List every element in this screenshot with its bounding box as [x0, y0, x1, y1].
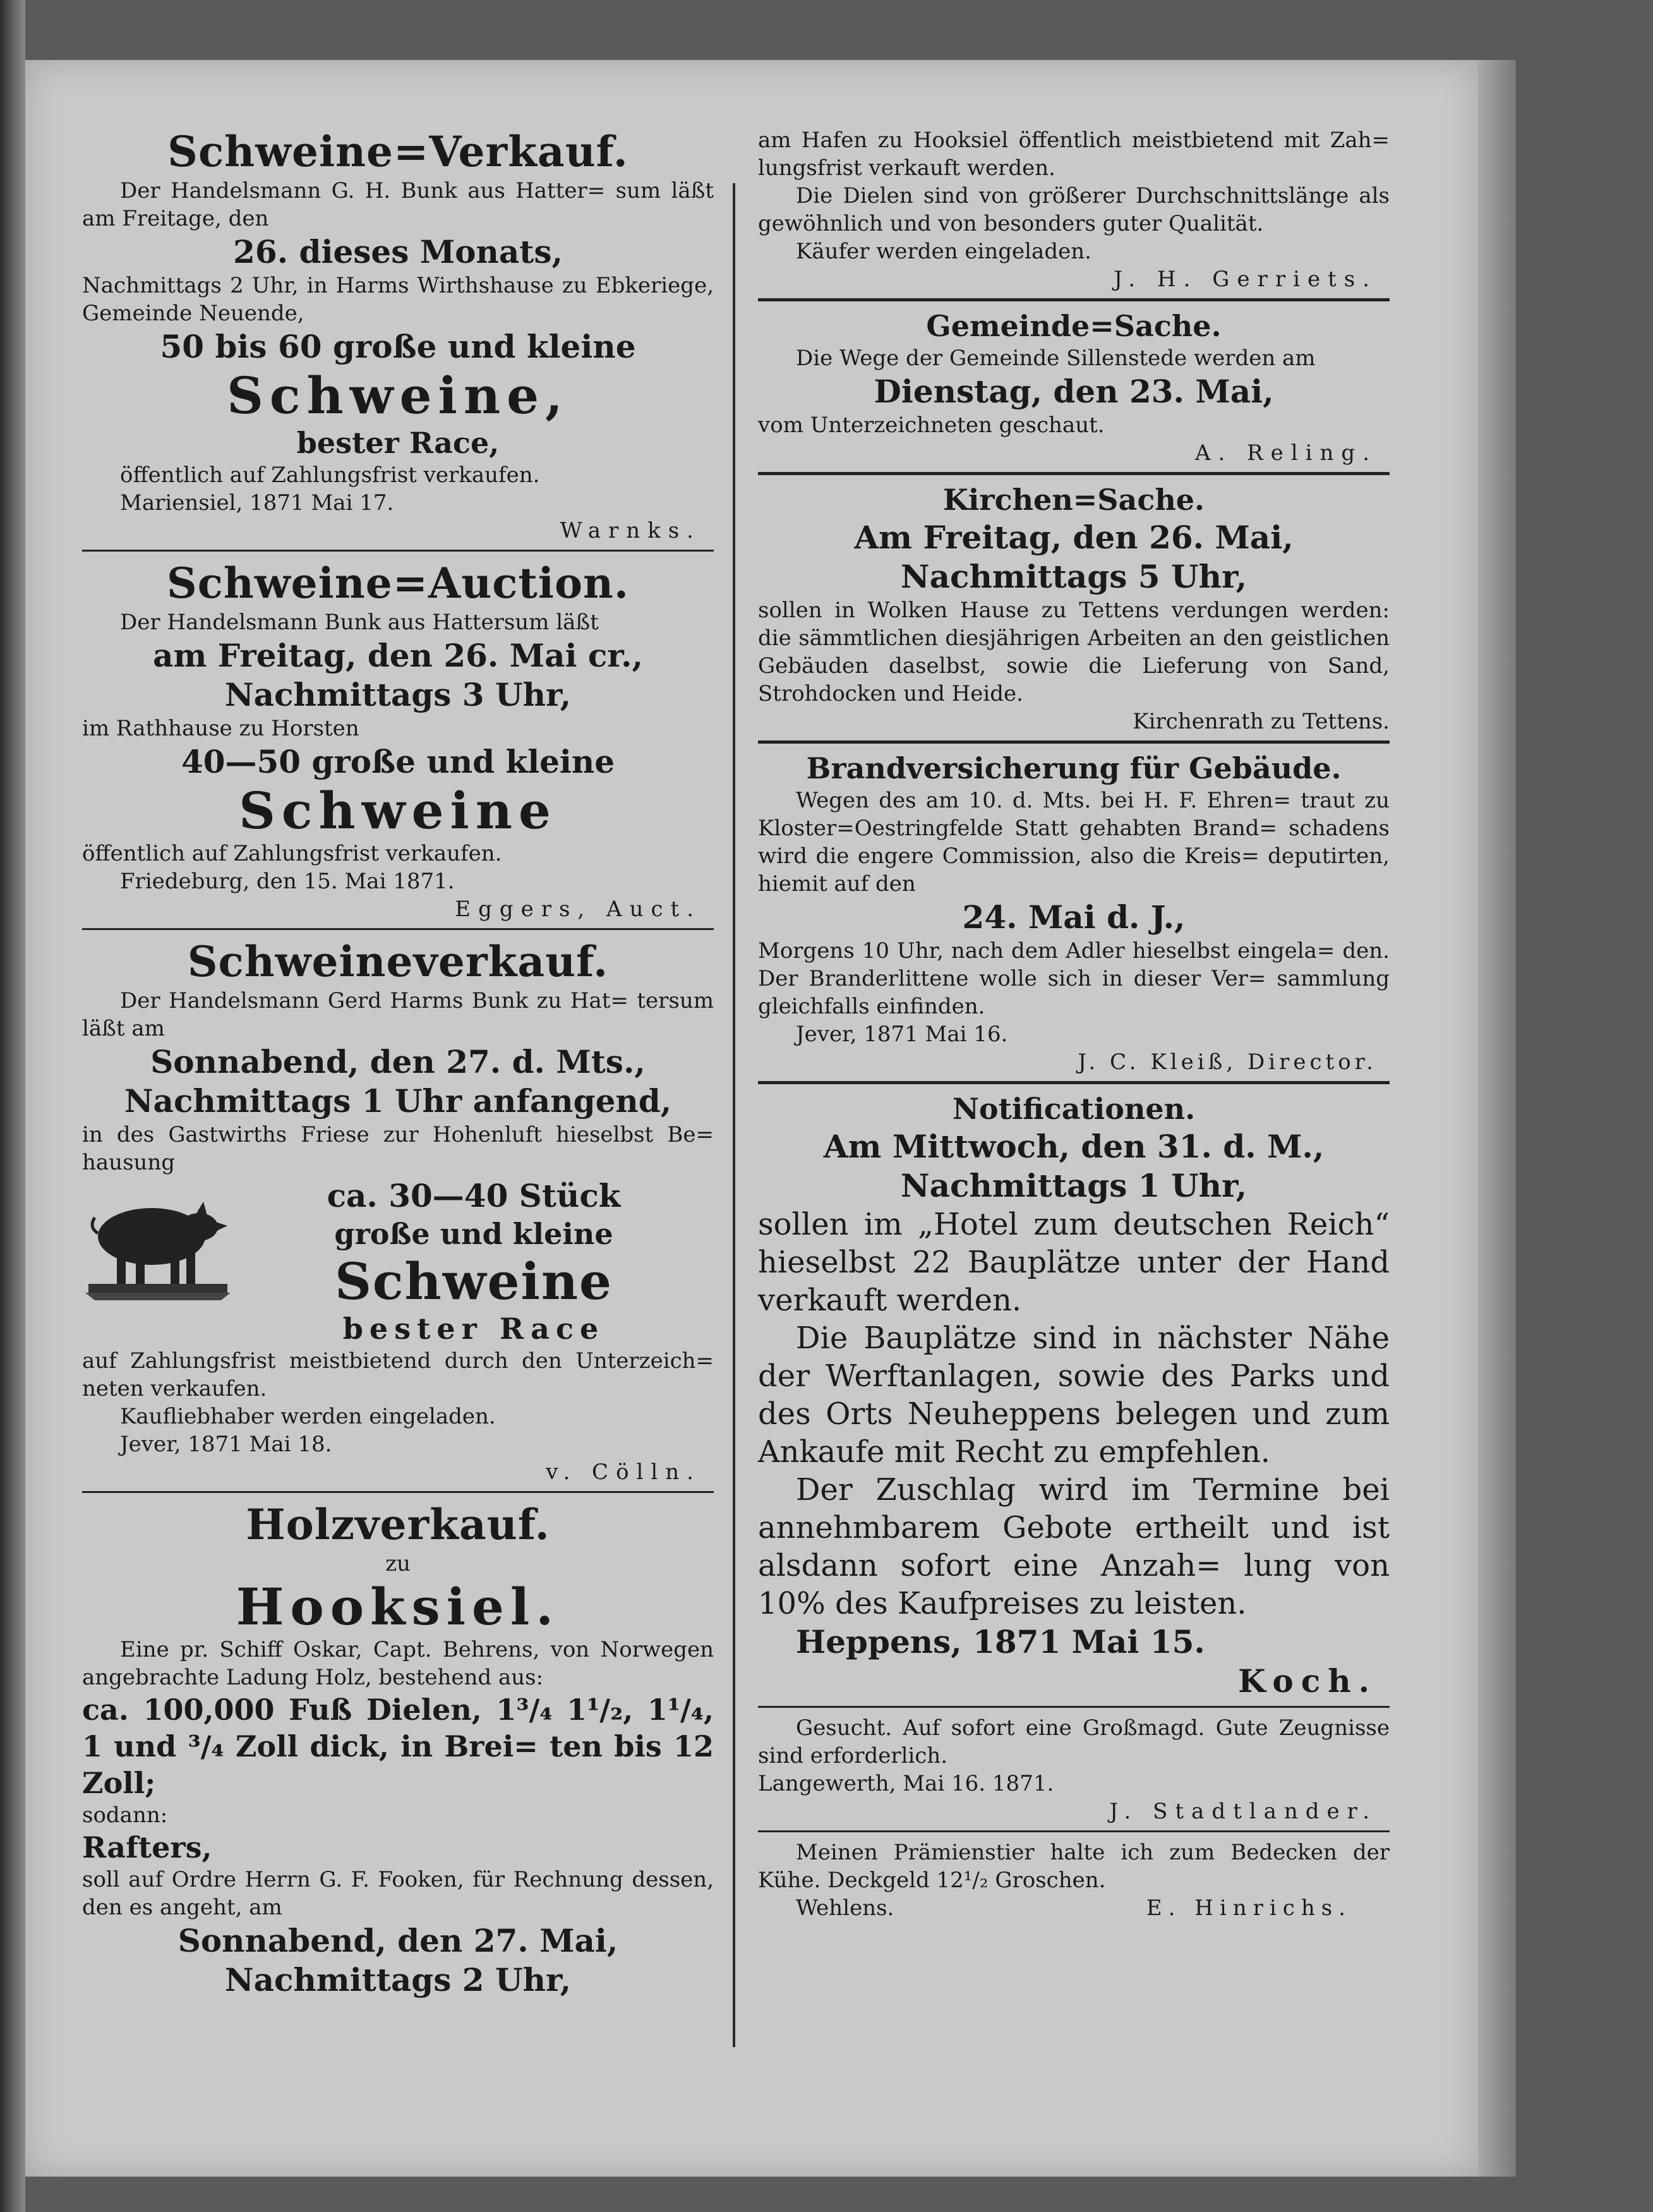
ad-date: Am Freitag, den 26. Mai,: [854, 519, 1294, 556]
ad-text: Wegen des am 10. d. Mts. bei H. F. Ehren= traut zu Kloster=Oestringfelde Statt gehabten Brand= schadens wird die engere Commission, also die Kreis= deputirten, hiemit auf den: [758, 788, 1390, 897]
ad-text: Meinen Prämienstier halte ich zum Bedecken der Kühe. Deckgeld 12¹/₂ Groschen.: [758, 1840, 1390, 1893]
ad-terms: öffentlich auf Zahlungsfrist verkaufen.: [120, 462, 540, 488]
ad-place: Hooksiel.: [236, 1577, 560, 1636]
ad-date: Sonnabend, den 27. d. Mts.,: [150, 1043, 646, 1080]
ad-rafters: Rafters,: [82, 1830, 212, 1864]
ad-date: Am Mittwoch, den 31. d. M.,: [823, 1128, 1325, 1165]
ad-animal: Schweine: [239, 781, 557, 840]
ad-text: Gesucht. Auf sofort eine Großmagd. Gute Zeugnisse sind erforderlich.: [758, 1715, 1390, 1768]
ad-signature: Kirchenrath zu Tettens.: [1133, 709, 1390, 734]
ad-text: Die Dielen sind von größerer Durchschnittslänge als gewöhnlich und von besonders guter Qualität.: [758, 183, 1390, 236]
ad-date: am Freitag, den 26. Mai cr.,: [153, 637, 643, 674]
ad-date: 24. Mai d. J.,: [962, 898, 1186, 936]
ad-title: Holzverkauf.: [246, 1500, 550, 1549]
ad-time: Nachmittags 5 Uhr,: [900, 558, 1247, 595]
ad-intro: Der Handelsmann Gerd Harms Bunk zu Hat= tersum läßt am: [82, 988, 714, 1041]
separator-rule: [758, 740, 1390, 744]
ad-time: Nachmittags 3 Uhr,: [224, 676, 572, 713]
ad-signature: v. Cölln.: [546, 1460, 701, 1485]
separator-rule: [82, 1491, 714, 1493]
ad-intro: Eine pr. Schiff Oskar, Capt. Behrens, von Norwegen angebrachte Ladung Holz, bestehend aus:: [82, 1637, 714, 1690]
ad-notificationen: [758, 1091, 1390, 1701]
ad-date: Sonnabend, den 27. Mai,: [177, 1922, 618, 1959]
ad-text: Käufer werden eingeladen.: [796, 239, 1091, 264]
ad-signature: J. Stadtlander.: [1109, 1799, 1377, 1824]
ad-intro: Die Wege der Gemeinde Sillenstede werden am: [796, 346, 1316, 371]
ad-date: 26. dieses Monats,: [233, 233, 563, 270]
ad-intro: Der Handelsmann Bunk aus Hattersum läßt: [120, 610, 599, 635]
ad-animal: Schweine,: [227, 366, 569, 425]
ad-time: Nachmittags 1 Uhr,: [900, 1167, 1247, 1204]
ad-count-2: große und kleine: [334, 1217, 613, 1251]
ad-gemeinde-sache: [758, 308, 1390, 467]
ad-gesucht: [758, 1714, 1390, 1825]
ad-place-date: Friedeburg, den 15. Mai 1871.: [120, 869, 455, 894]
ad-signature: A. Reling.: [1194, 440, 1377, 466]
ad-animal: Schweine: [335, 1252, 613, 1311]
column-divider: [733, 183, 735, 2047]
pig-text: [234, 1176, 714, 1347]
ad-race: bester Race: [342, 1312, 605, 1346]
left-column: [82, 126, 714, 2000]
ad-schweineverkauf: [82, 936, 714, 1486]
book-binding: [0, 0, 25, 2212]
separator-rule: [758, 1706, 1390, 1708]
ad-signature: Warnks.: [560, 518, 701, 543]
ad-time: Nachmittags 1 Uhr anfangend,: [124, 1082, 672, 1120]
ad-place-date: Jever, 1871 Mai 18.: [120, 1432, 332, 1457]
ad-title: Schweineverkauf.: [187, 937, 609, 986]
ad-terms: öffentlich auf Zahlungsfrist verkaufen.: [82, 841, 502, 866]
ad-praemienstier: [758, 1839, 1390, 1922]
separator-rule: [758, 1081, 1390, 1084]
ad-body: Die Bauplätze sind in nächster Nähe der Werftanlagen, sowie des Parks und des Orts Neuheppens belegen und zum Ankaufe mit Recht zu empfehlen.: [758, 1321, 1390, 1470]
ad-zu: zu: [385, 1551, 411, 1576]
separator-rule: [758, 1830, 1390, 1832]
ad-signature: Koch.: [1238, 1662, 1377, 1700]
page-edge: [1478, 60, 1516, 2177]
ad-signature: E. Hinrichs.: [1146, 1895, 1352, 1921]
ad-holzverkauf-continued: [758, 126, 1390, 293]
ad-count: 50 bis 60 große und kleine: [160, 328, 636, 365]
ad-place-date: Jever, 1871 Mai 16.: [796, 1022, 1008, 1047]
ad-body: sollen im „Hotel zum deutschen Reich“ hieselbst 22 Bauplätze unter der Hand verkauft werden.: [758, 1207, 1390, 1318]
separator-rule: [82, 550, 714, 552]
ad-kirchen-sache: [758, 481, 1390, 735]
ad-text: am Hafen zu Hooksiel öffentlich meistbietend mit Zah= lungsfrist verkauft werden.: [758, 128, 1390, 181]
pig-icon: [82, 1176, 234, 1303]
ad-footer: [758, 1894, 1390, 1922]
ad-time: Nachmittags 2 Uhr, in Harms Wirthshause zu Ebkeriege, Gemeinde Neuende,: [82, 273, 714, 326]
ad-place-date: Mariensiel, 1871 Mai 17.: [120, 490, 394, 516]
ad-text: vom Unterzeichneten geschaut.: [758, 413, 1105, 438]
ad-order: soll auf Ordre Herrn G. F. Fooken, für Rechnung dessen, den es angeht, am: [82, 1867, 714, 1920]
ad-title: Brandversicherung für Gebäude.: [806, 751, 1342, 785]
separator-rule: [758, 472, 1390, 475]
ad-title: Notificationen.: [952, 1092, 1196, 1126]
ad-place-date: Heppens, 1871 Mai 15.: [796, 1623, 1205, 1660]
ad-title: Schweine=Verkauf.: [167, 127, 628, 176]
separator-rule: [758, 298, 1390, 301]
ad-text: sollen in Wolken Hause zu Tettens verdungen werden: die sämmtlichen diesjährigen Arbeiten an den geistlichen Gebäuden daselbst, sowie die Lieferung von Sand, Strohdocken und Heide.: [758, 598, 1390, 706]
ad-sodann: sodann:: [82, 1803, 168, 1828]
ad-title: Gemeinde=Sache.: [926, 309, 1222, 343]
ad-count: 40—50 große und kleine: [181, 743, 615, 780]
ad-brandversicherung: [758, 750, 1390, 1076]
ad-race: bester Race,: [296, 426, 500, 460]
ad-place-date: Langewerth, Mai 16. 1871.: [758, 1771, 1054, 1796]
ad-title: Kirchen=Sache.: [942, 483, 1205, 517]
ad-signature: J. C. Kleiß, Director.: [1078, 1049, 1377, 1075]
ad-terms: auf Zahlungsfrist meistbietend durch den Unterzeich= neten verkaufen.: [82, 1348, 714, 1401]
ad-place: in des Gastwirths Friese zur Hohenluft hieselbst Be= hausung: [82, 1122, 714, 1175]
ad-place: Wehlens.: [796, 1895, 894, 1921]
ad-intro: Der Handelsmann G. H. Bunk aus Hatter= sum läßt am Freitage, den: [82, 178, 714, 231]
ad-signature: J. H. Gerriets.: [1114, 267, 1377, 292]
ad-signature: Eggers, Auct.: [455, 897, 701, 922]
ad-invite: Kaufliebhaber werden eingeladen.: [120, 1404, 496, 1429]
pig-row: [82, 1176, 714, 1347]
ad-text-2: Morgens 10 Uhr, nach dem Adler hieselbst eingela= den. Der Branderlittene wolle sich in dieser Ver= sammlung gleichfalls einfinden.: [758, 938, 1390, 1019]
ad-holzverkauf: [82, 1499, 714, 2000]
ad-count: ca. 30—40 Stück: [327, 1177, 621, 1214]
ad-date: Dienstag, den 23. Mai,: [874, 373, 1274, 410]
ad-body: Der Zuschlag wird im Termine bei annehmbarem Gebote ertheilt und ist alsdann sofort eine Anzah= lung von 10% des Kaufpreises zu leisten.: [758, 1472, 1390, 1621]
ad-title: Schweine=Auction.: [167, 559, 629, 608]
ad-place: im Rathhause zu Horsten: [82, 716, 359, 741]
ad-time: Nachmittags 2 Uhr,: [224, 1961, 572, 1998]
ad-load: ca. 100,000 Fuß Dielen, 1³/₄ 1¹/₂, 1¹/₄, 1 und ³/₄ Zoll dick, in Brei= ten bis 12 Zoll;: [82, 1693, 714, 1800]
ad-schweine-auction: [82, 558, 714, 923]
separator-rule: [82, 928, 714, 930]
ad-schweine-verkauf: [82, 126, 714, 545]
right-column: [758, 126, 1390, 1922]
